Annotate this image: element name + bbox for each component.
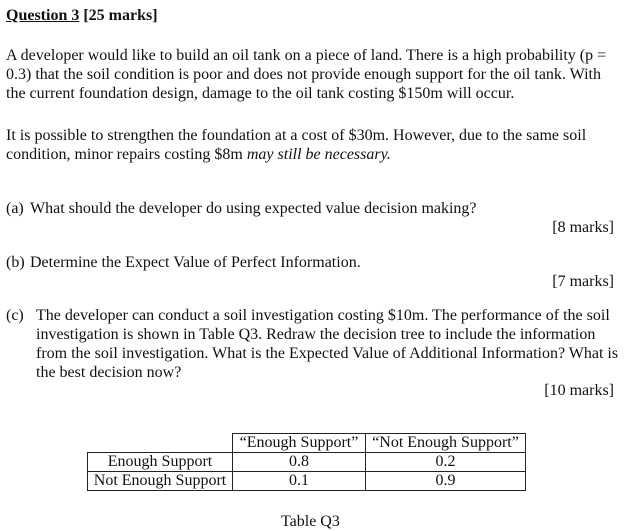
table-caption: Table Q3 [281,513,340,530]
table-row [88,453,526,472]
table-row [88,472,526,491]
table-cell: 0.9 [366,472,526,491]
part-c-text: The developer can conduct a soil investigation costing $10m. The performance of the soil investigation is shown in Table Q3. Redraw the decision tree to include the information from the soil investigation. What is the Expected Value of Additional Information? What is the best decision now? [36,307,619,381]
intro-paragraph-2-italic: may still be necessary. [246,146,391,163]
part-b-label: (b) [6,254,25,271]
table-header-row [88,434,526,453]
part-b [6,253,621,272]
part-a-text: What should the developer do using expected value decision making? [30,200,477,217]
part-b-text: Determine the Expect Value of Perfect Information. [30,254,361,271]
question-number: Question 3 [6,7,80,24]
part-c-label: (c) [6,307,24,324]
question-heading [6,6,158,25]
part-b-marks: [7 marks] [552,273,614,290]
part-a [6,199,621,218]
table-q3 [87,433,526,491]
table-row-label: Enough Support [88,453,233,472]
table-row-label: Not Enough Support [88,472,233,491]
part-c-marks: [10 marks] [544,382,614,399]
investigation-performance-table [87,433,526,491]
part-a-label: (a) [6,200,24,217]
intro-paragraph-2-text: It is possible to strengthen the foundation at a cost of $30m. However, due to the same soil condition, minor repairs costing $8m [6,127,587,163]
table-cell: 0.2 [366,453,526,472]
table-cell: 0.1 [233,472,366,491]
question-total-marks: [25 marks] [83,7,158,24]
table-header-not-enough: “Not Enough Support” [366,434,526,453]
intro-paragraph-1: A developer would like to build an oil tank on a piece of land. There is a high probability (p = 0.3) that the soil condition is poor and does not provide enough support for the oil tank. With the current foundation design, damage to the oil tank costing $150m will occur. [6,47,607,102]
table-header-enough: “Enough Support” [233,434,366,453]
part-a-marks: [8 marks] [552,219,614,236]
table-cell: 0.8 [233,453,366,472]
table-corner-cell [88,434,233,453]
intro-paragraph-2 [6,126,621,164]
